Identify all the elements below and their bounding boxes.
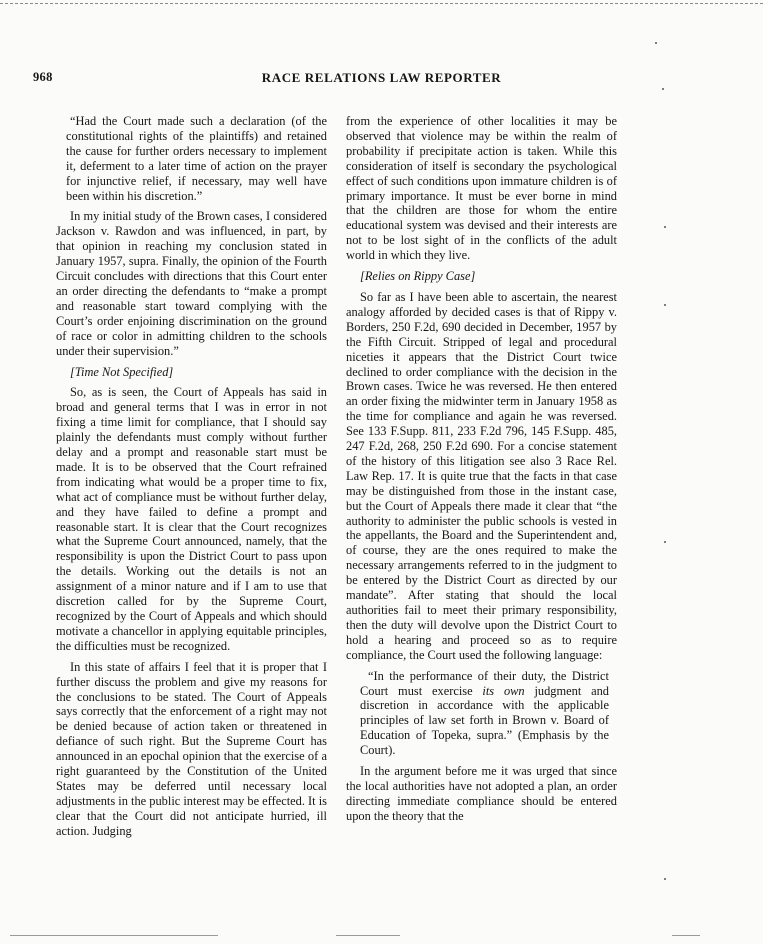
quote-text-after: judgment and discretion in accordance with the applicable principles of law set forth in Brown v. Board of Education of Topeka, supra.” (Emphasis by the Court). bbox=[360, 683, 609, 758]
scan-speck bbox=[664, 304, 666, 306]
page-number: 968 bbox=[33, 70, 53, 84]
body-paragraph: So far as I have been able to ascertain, the nearest analogy afforded by decided cases is that of Rippy v. Borders, 250 F.2d, 690 decided in December, 1957 by the Fifth Circuit. Stripped of legal and procedural niceties it appears that the District Court twice declined to order compliance with the decision in the Brown cases. Twice he was reversed. He then entered an order fixing the midwinter term in January 1958 as the time for compliance and again he was reversed. See 133 F.Supp. 811, 233 F.2d 796, 145 F.Supp. 485, 247 F.2d, 268, 250 F.2d 690. For a concise statement of the history of this litigation see also 3 Race Rel. Law Rep. 17. It is quite true that the facts in that case may be distinguished from those in the instant case, but the Court of Appeals there made it clear that “the authority to administer the public schools is vested in the appellants, the Board and the Superintendent and, of course, they are the ones required to make the necessary arrangements referred to in the judgment to be entered by the District Court as directed by our mandate”. After stating that should the local authorities fail to meet their primary responsibility, then the duty will devolve upon the District Court to hold a hearing and proceed so as to require compliance, the Court used the following language: bbox=[346, 289, 617, 662]
block-quote bbox=[360, 669, 609, 758]
right-column bbox=[346, 114, 617, 830]
body-paragraph: In the argument before me it was urged that since the local authorities have not adopted a plan, an order directing immediate compliance should be entered upon the theory that the bbox=[346, 764, 617, 823]
quote-text-before: “In the performance of their duty, the District Court must exercise bbox=[360, 668, 609, 698]
bottom-edge-rule bbox=[10, 935, 218, 936]
bottom-edge-rule bbox=[336, 935, 400, 936]
body-paragraph-continued: from the experience of other localities it may be observed that violence may be within the realm of probability if precipitate action is taken. While this consideration of itself is secondary the psychological effect of such conditions upon immature children is of primary importance. It must be ever borne in mind that the children are those for whom the entire educational system was devised and their interests are not to be lost sight of in the conflicts of the adult world in which they live. bbox=[346, 114, 617, 263]
scan-speck bbox=[664, 226, 666, 228]
quote-emphasis: its own bbox=[482, 683, 525, 698]
scan-speck bbox=[662, 88, 664, 90]
page-top-edge-rule bbox=[0, 3, 763, 4]
quoted-paragraph: “Had the Court made such a declaration (of the constitutional rights of the plaintiffs) and retained the cause for further orders necessary to implement it, deferment to a later time of action on the prayer for injunctive relief, if necessary, may well have been within his discretion.” bbox=[66, 114, 327, 203]
section-heading-time-not-specified: [Time Not Specified] bbox=[70, 364, 174, 379]
section-heading-relies-on-rippy-case: [Relies on Rippy Case] bbox=[360, 269, 476, 284]
left-column bbox=[56, 114, 327, 845]
scan-speck bbox=[655, 42, 657, 44]
body-paragraph: So, as is seen, the Court of Appeals has said in broad and general terms that I was in error in not fixing a time limit for compliance, that I should say plainly the defendants must comply without further delay and a prompt and reasonable start must be made. It is to be observed that the Court refrained from indicating what would be a proper time to fix, what act of compliance must be without further delay, and they have failed to define a prompt and reasonable start. It is clear that the Court recognizes what the Supreme Court announced, namely, that the responsibility is upon the District Court to pass upon the details. Working out the details is not an assignment of a minor nature and if I am to use that discretion called for by the Supreme Court, recognized by the Court of Appeals and which should motivate a chancellor in applying equitable principles, the difficulties must be recognized. bbox=[56, 385, 327, 653]
bottom-edge-rule bbox=[672, 935, 700, 936]
running-head: RACE RELATIONS LAW REPORTER bbox=[261, 70, 502, 85]
body-paragraph: In my initial study of the Brown cases, I considered Jackson v. Rawdon and was influenced, in part, by that opinion in reaching my conclusion stated in January 1957, supra. Finally, the opinion of the Fourth Circuit concludes with directions that this Court enter an order directing the defendants to “make a prompt and reasonable start toward complying with the Court’s order enjoining discrimination on the ground of race or color in admitting children to the schools under their supervision.” bbox=[56, 209, 327, 358]
page-header bbox=[0, 70, 763, 90]
scan-speck bbox=[664, 878, 666, 880]
scan-speck bbox=[664, 541, 666, 543]
body-paragraph: In this state of affairs I feel that it is proper that I further discuss the problem and give my reasons for the conclusions to be stated. The Court of Appeals says correctly that the enforcement of a right may not be denied because of action taken or threatened in defiance of such right. But the Supreme Court has announced in an epochal opinion that the exercise of a right guaranteed by the Constitution of the United States may be deferred until necessary local adjustments in the public interest may be effected. It is clear that the Court did not anticipate hurried, ill action. Judging bbox=[56, 659, 327, 838]
